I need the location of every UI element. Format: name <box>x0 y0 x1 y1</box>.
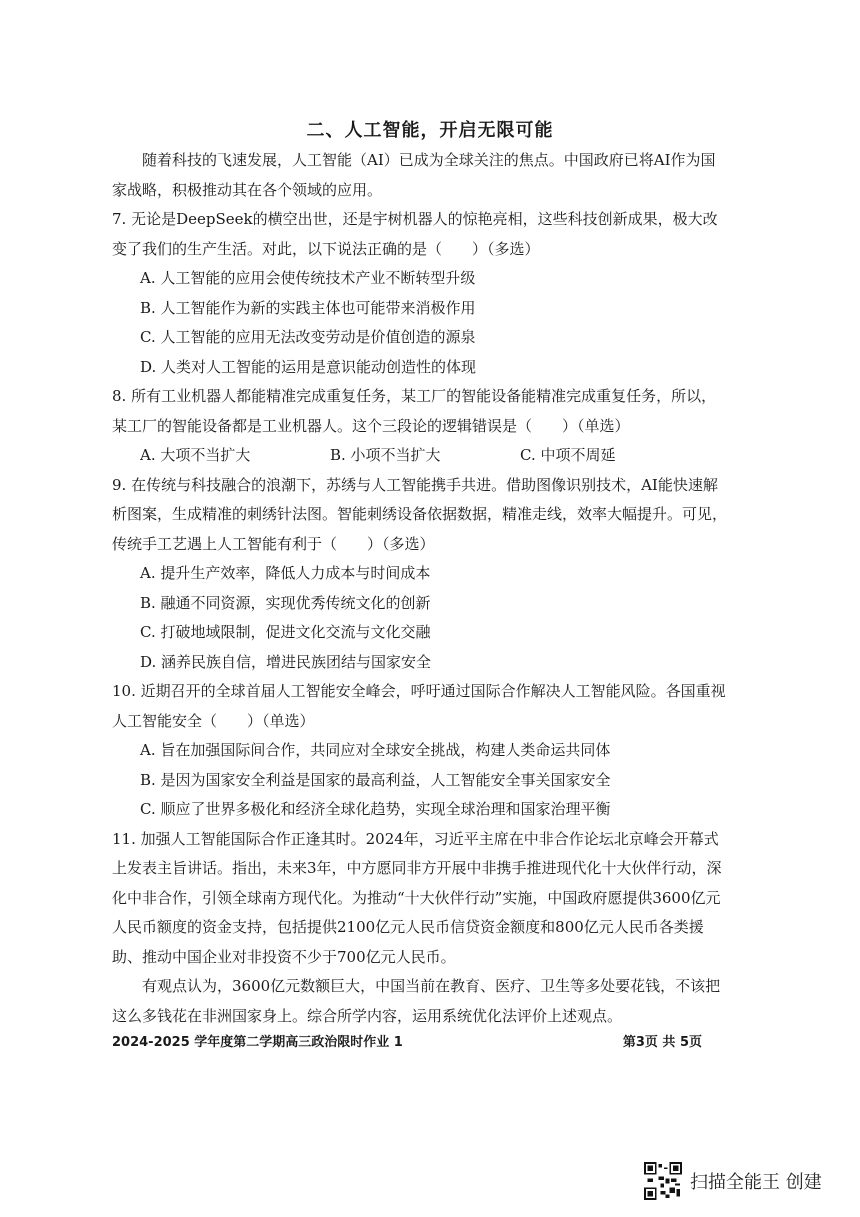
intro-paragraph: 随着科技的飞速发展，人工智能（AI）已成为全球关注的焦点。中国政府已将AI作为国家战略，积极推动其在各个领域的应用。 <box>112 151 716 199</box>
document-body <box>112 146 727 1031</box>
question-7-stem: 7. 无论是DeepSeek的横空出世，还是宇树机器人的惊艳亮相，这些科技创新成果，极大改变了我们的生产生活。对此，以下说法正确的是（ ）（多选） <box>112 210 718 258</box>
scanner-watermark <box>644 1162 822 1200</box>
question-7-option-b: B. 人工智能作为新的实践主体也可能带来消极作用 <box>140 298 476 317</box>
question-10-option-c: C. 顺应了世界多极化和经济全球化趋势，实现全球治理和国家治理平衡 <box>140 800 611 818</box>
question-7-option-c: C. 人工智能的应用无法改变劳动是价值创造的源泉 <box>140 328 476 346</box>
question-7-option-d: D. 人类对人工智能的运用是意识能动创造性的体现 <box>140 357 477 376</box>
question-7-option-a: A. 人工智能的应用会使传统技术产业不断转型升级 <box>140 269 476 287</box>
question-8-stem: 8. 所有工业机器人都能精准完成重复任务，某工厂的智能设备能精准完成重复任务，所以，某工厂的智能设备都是工业机器人。这个三段论的逻辑错误是（ ）（单选） <box>112 387 717 435</box>
footer-page-number: 第3页 共 5页 <box>622 1035 702 1050</box>
question-11-follow-up: 有观点认为，3600亿元数额巨大，中国当前在教育、医疗、卫生等多处要花钱，不该把这么多钱花在非洲国家身上。综合所学内容，运用系统优化法评价上述观点。 <box>112 977 721 1025</box>
question-8-option-c: C. 中项不周延 <box>520 446 616 464</box>
question-8-options <box>112 441 727 471</box>
question-9-option-d: D. 涵养民族自信，增进民族团结与国家安全 <box>140 652 432 671</box>
watermark-text: 扫描全能王 创建 <box>690 1172 822 1193</box>
question-9-option-a: A. 提升生产效率，降低人力成本与时间成本 <box>140 564 431 582</box>
question-8-option-b: B. 小项不当扩大 <box>330 446 441 464</box>
question-10-stem: 10. 近期召开的全球首届人工智能安全峰会，呼吁通过国际合作解决人工智能风险。各国重视人工智能安全（ ）（单选） <box>112 682 726 730</box>
footer-course-label: 2024-2025 学年度第二学期高三政治限时作业 1 <box>112 1035 403 1050</box>
question-10-option-a: A. 旨在加强国际间合作，共同应对全球安全挑战，构建人类命运共同体 <box>140 741 611 759</box>
question-9-stem: 9. 在传统与科技融合的浪潮下，苏绣与人工智能携手共进。借助图像识别技术，AI能快速解析图案，生成精准的刺绣针法图。智能刺绣设备依据数据，精准走线，效率大幅提升。可见，传统手工艺遇上人工智能有利于（ ）（多选） <box>112 475 728 553</box>
section-title: 二、人工智能，开启无限可能 <box>306 120 554 141</box>
question-9-option-c: C. 打破地域限制，促进文化交流与文化交融 <box>140 623 431 641</box>
question-9-option-b: B. 融通不同资源，实现优秀传统文化的创新 <box>140 593 431 612</box>
question-8-option-a: A. 大项不当扩大 <box>140 446 251 464</box>
page-footer <box>112 1031 702 1050</box>
question-11-stem: 11. 加强人工智能国际合作正逢其时。2024年，习近平主席在中非合作论坛北京峰会开幕式上发表主旨讲话。指出，未来3年，中方愿同非方开展中非携手推进现代化十大伙伴行动，深化中非合作，引领全球南方现代化。为推动“十大伙伴行动”实施，中国政府愿提供3600亿元人民币额度的资金支持，包括提供2100亿元人民币信贷资金额度和800亿元人民币各类援助、推动中国企业对非投资不少于700亿元人民币。 <box>112 829 722 966</box>
qr-code-icon <box>644 1162 682 1200</box>
question-10-option-b: B. 是因为国家安全利益是国家的最高利益，人工智能安全事关国家安全 <box>140 770 611 789</box>
